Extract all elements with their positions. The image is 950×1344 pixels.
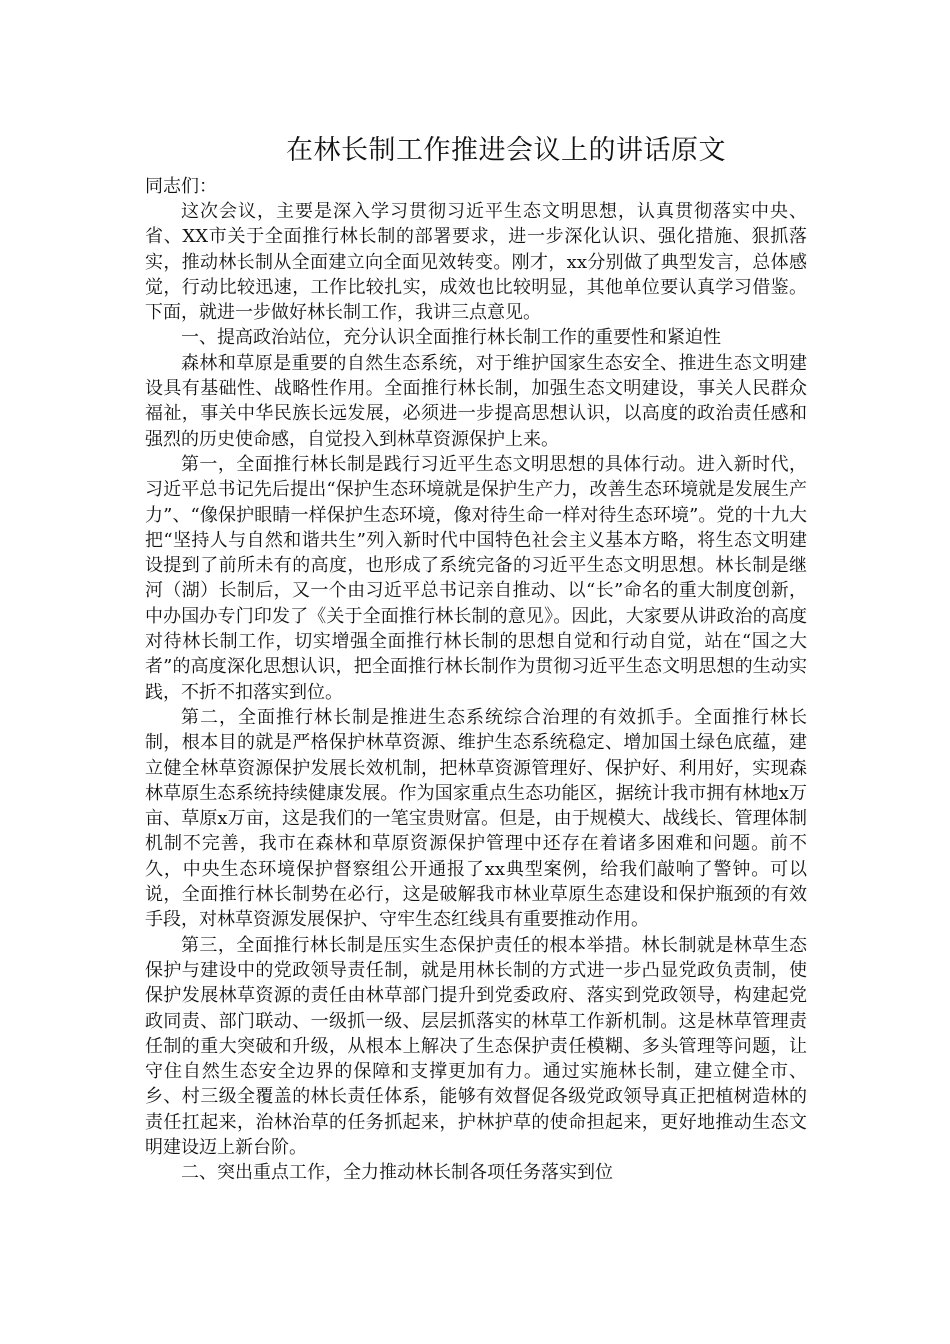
paragraph-point-third: 第三，全面推行林长制是压实生态保护责任的根本举措。林长制就是林草生态保护与建设中的党政领导责任制，就是用林长制的方式进一步凸显党政负责制，使保护发展林草资源的责任由林草部门提升到党委政府、落实到党政领导，构建起党政同责、部门联动、一级抓一级、层层抓落实的林草工作新机制。这是林草管理责任制的重大突破和升级，从根本上解决了生态保护责任模糊、多头管理等问题，让守住自然生态安全边界的保障和支撑更加有力。通过实施林长制，建立健全市、乡、村三级全覆盖的林长责任体系，能够有效督促各级党政领导真正把植树造林的责任扛起来，治林治草的任务抓起来，护林护草的使命担起来，更好地推动生态文明建设迈上新台阶。 [145, 934, 807, 1158]
paragraph-intro: 这次会议，主要是深入学习贯彻习近平生态文明思想，认真贯彻落实中央、省、XX市关于全面推行林长制的部署要求，进一步深化认识、强化措施、狠抓落实，推动林长制从全面建立向全面见效转变。刚才，xx分别做了典型发言，总体感觉，行动比较迅速，工作比较扎实，成效也比较明显，其他单位要认真学习借鉴。下面，就进一步做好林长制工作，我讲三点意见。 [145, 201, 807, 324]
document-body [145, 130, 807, 1186]
section-heading-1: 一、提高政治站位，充分认识全面推行林长制工作的重要性和紧迫性 [181, 327, 721, 349]
document-title: 在林长制工作推进会议上的讲话原文 [286, 135, 726, 166]
paragraph-forest-grassland: 森林和草原是重要的自然生态系统，对于维护国家生态安全、推进生态文明建设具有基础性、战略性作用。全面推行林长制，加强生态文明建设，事关人民群众福祉，事关中华民族长远发展，必须进一步提高思想认识，以高度的政治责任感和强烈的历史使命感，自觉投入到林草资源保护上来。 [145, 352, 807, 450]
section-heading-2: 二、突出重点工作，全力推动林长制各项任务落实到位 [181, 1162, 613, 1184]
paragraph-point-first: 第一，全面推行林长制是践行习近平生态文明思想的具体行动。进入新时代，习近平总书记先后提出“保护生态环境就是保护生产力，改善生态环境就是发展生产力”、“像保护眼睛一样保护生态环境，像对待生命一样对待生态环境”。党的十九大把“坚持人与自然和谐共生”列入新时代中国特色社会主义基本方略，将生态文明建设提到了前所未有的高度，也形成了系统完备的习近平生态文明思想。林长制是继河（湖）长制后，又一个由习近平总书记亲自推动、以“长”命名的重大制度创新，中办国办专门印发了《关于全面推行林长制的意见》。因此，大家要从讲政治的高度对待林长制工作，切实增强全面推行林长制的思想自觉和行动自觉，站在“国之大者”的高度深化思想认识，把全面推行林长制作为贯彻习近平生态文明思想的生动实践，不折不扣落实到位。 [145, 453, 807, 703]
salutation: 同志们： [145, 176, 217, 197]
paragraph-point-second: 第二，全面推行林长制是推进生态系统综合治理的有效抓手。全面推行林长制，根本目的就是严格保护林草资源、维护生态系统稳定、增加国土绿色底蕴，建立健全林草资源保护发展长效机制，把林草资源管理好、保护好、利用好，实现森林草原生态系统持续健康发展。作为国家重点生态功能区，据统计我市拥有林地x万亩、草原x万亩，这是我们的一笔宝贵财富。但是，由于规模大、战线长、管理体制机制不完善，我市在森林和草原资源保护管理中还存在着诸多困难和问题。前不久，中央生态环境保护督察组公开通报了xx典型案例，给我们敲响了警钟。可以说，全面推行林长制势在必行，这是破解我市林业草原生态建设和保护瓶颈的有效手段，对林草资源发展保护、守牢生态红线具有重要推动作用。 [145, 706, 807, 931]
